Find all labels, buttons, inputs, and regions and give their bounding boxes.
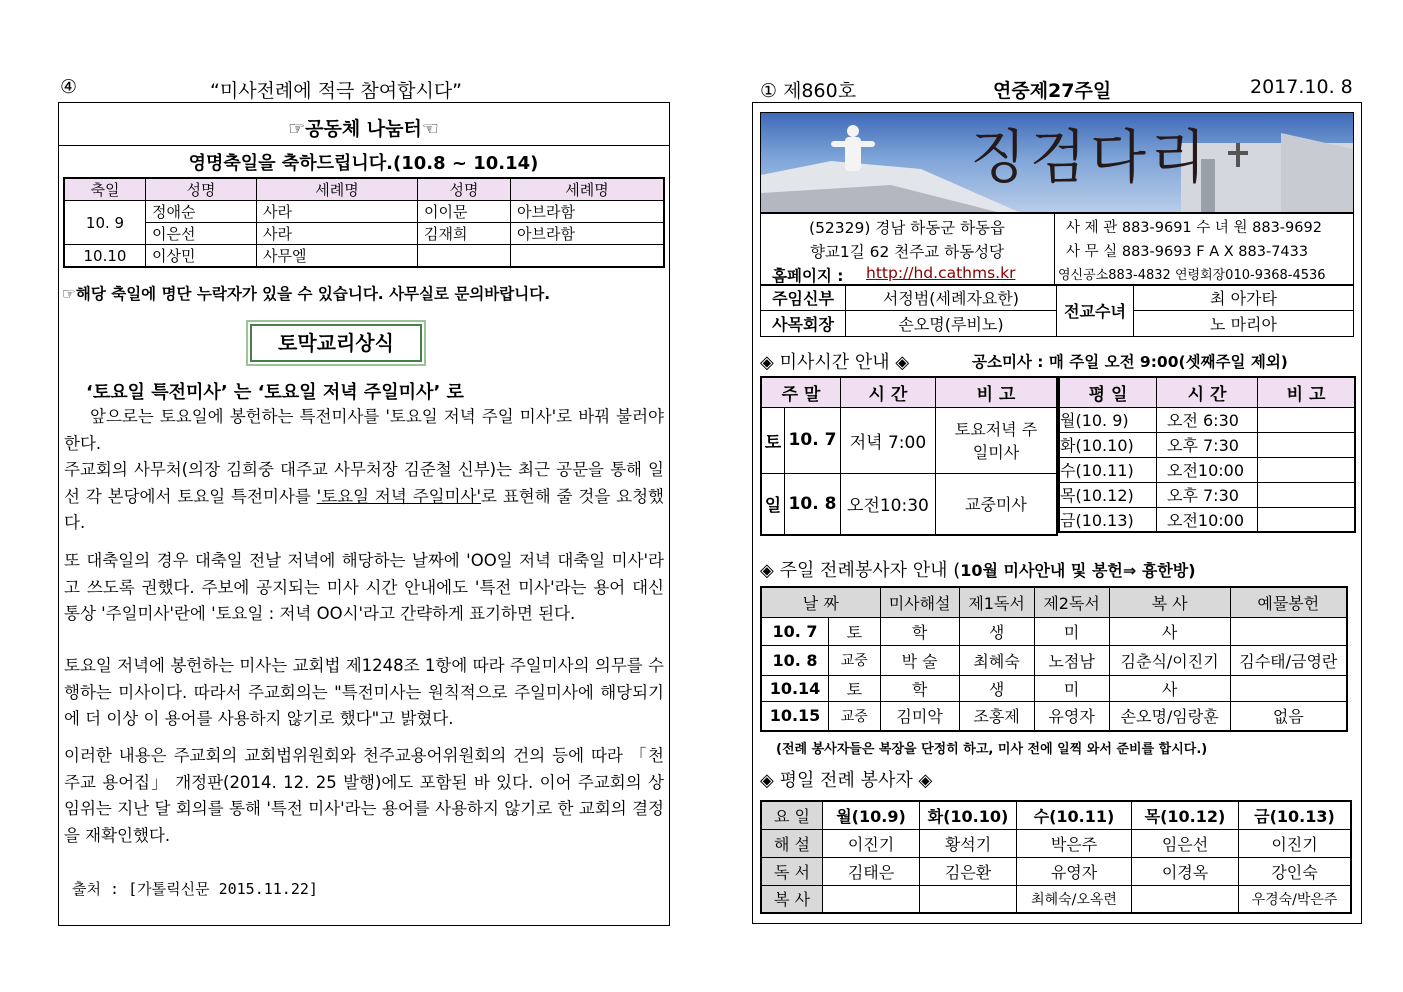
address-line-2: 향교1길 62 천주교 하동성당 (809, 243, 1005, 261)
paragraph-2 (64, 457, 664, 537)
nun-label: 전교수녀 (1057, 285, 1134, 337)
table-row (1059, 407, 1355, 432)
server-offering (1230, 617, 1347, 645)
server-altar: 사 (1109, 675, 1230, 701)
mass-time: 오전10:30 (840, 473, 935, 535)
table-row (761, 473, 1057, 535)
liturgical-week: 연중제27주일 (993, 80, 1112, 102)
feast-header: 성명 (146, 178, 257, 201)
table-row (761, 885, 1351, 913)
server-reader-2: 노점남 (1034, 645, 1109, 675)
baptismal-cell: 아브라함 (511, 223, 665, 245)
mass-note: 교중미사 (935, 473, 1057, 535)
community-title: ☞공동체 나눔터☜ (288, 118, 439, 140)
feast-header: 축일 (64, 178, 146, 201)
wd-cell (920, 885, 1017, 913)
servers-title (760, 556, 1196, 582)
table-row (1059, 432, 1355, 457)
servers-header: 복 사 (1109, 587, 1230, 617)
table-row (1059, 457, 1355, 482)
server-offering: 없음 (1230, 701, 1347, 731)
wd-cell: 김은환 (920, 857, 1017, 885)
homepage-link[interactable]: http://hd.cathms.kr (866, 264, 1016, 282)
server-date: 10.15 (761, 701, 829, 731)
name-cell: 이은선 (146, 223, 257, 245)
server-reader-2: 미 (1034, 675, 1109, 701)
mass-date: 10. 8 (785, 473, 841, 535)
name-cell: 이상민 (146, 245, 257, 268)
divider (58, 145, 669, 146)
wd-cell (823, 885, 920, 913)
weekday-servers-table (760, 800, 1352, 914)
feast-date: 10. 9 (64, 201, 146, 245)
server-commentator: 학 (880, 675, 959, 701)
weekday-day: 수(10.11) (1059, 457, 1157, 482)
issue-number: ① 제860호 (760, 80, 857, 102)
servers-header: 제1독서 (959, 587, 1034, 617)
table-row (761, 701, 1347, 731)
baptismal-cell: 사라 (257, 201, 418, 223)
wd-cell: 이경옥 (1132, 857, 1239, 885)
mass-day: 일 (761, 473, 785, 535)
server-reader-2: 미 (1034, 617, 1109, 645)
feast-title: 영명축일을 축하드립니다.(10.8 ~ 10.14) (188, 153, 539, 174)
mass-date: 10. 7 (785, 407, 841, 473)
server-commentator: 박 술 (880, 645, 959, 675)
wd-cell: 이진기 (1239, 829, 1352, 857)
weekday-note (1258, 457, 1356, 482)
server-commentator: 김미악 (880, 701, 959, 731)
wd-header: 요 일 (761, 801, 823, 829)
server-reader-1: 생 (959, 617, 1034, 645)
wd-header: 화(10.10) (920, 801, 1017, 829)
wd-role: 복 사 (761, 885, 823, 913)
sunday-servers-table (760, 586, 1348, 732)
wd-role: 독 서 (761, 857, 823, 885)
server-mass-type: 교중 (829, 701, 881, 731)
weekday-header: 평 일 (1059, 377, 1157, 407)
wd-cell: 임은선 (1132, 829, 1239, 857)
table-row (761, 829, 1351, 857)
mass-time: 저녁 7:00 (840, 407, 935, 473)
weekday-time: 오전 6:30 (1157, 407, 1258, 432)
weekday-note (1258, 482, 1356, 507)
server-date: 10. 8 (761, 645, 829, 675)
wd-header: 수(10.11) (1017, 801, 1132, 829)
issue-date: 2017.10. 8 (1250, 76, 1353, 98)
homepage-label: 홈페이지 : (772, 267, 844, 285)
source-note: 출처 : [가톨릭신문 2015.11.22] (72, 880, 318, 898)
mass-time-title: ◈ 미사시간 안내 ◈ (760, 352, 910, 373)
server-mass-type: 토 (829, 675, 881, 701)
servers-header: 미사해설 (880, 587, 959, 617)
wd-cell: 김태은 (823, 857, 920, 885)
table-row (64, 245, 664, 268)
server-reader-1: 조홍제 (959, 701, 1034, 731)
weekday-servers-title: ◈ 평일 전례 봉사자 ◈ (760, 770, 933, 791)
servers-header: 예물봉헌 (1230, 587, 1347, 617)
wd-cell: 강인숙 (1239, 857, 1352, 885)
server-mass-type: 교중 (829, 645, 881, 675)
server-reader-2: 유영자 (1034, 701, 1109, 731)
wd-cell: 우경숙/박은주 (1239, 885, 1352, 913)
mass-note: 토요저녁 주일미사 (935, 407, 1057, 473)
baptismal-cell: 아브라함 (511, 201, 665, 223)
server-date: 10.14 (761, 675, 829, 701)
server-altar: 김춘식/이진기 (1109, 645, 1230, 675)
weekday-note (1258, 432, 1356, 457)
wd-header: 금(10.13) (1239, 801, 1352, 829)
server-reader-1: 생 (959, 675, 1034, 701)
table-row (761, 407, 1057, 473)
wd-header: 월(10.9) (823, 801, 920, 829)
servers-title-sub: 10월 미사안내 및 봉헌⇒ 흉한방) (960, 561, 1196, 580)
divider (1054, 212, 1055, 284)
table-row (761, 617, 1347, 645)
contact-line-1: 사 제 관 883-9691 수 녀 원 883-9692 (1066, 220, 1322, 236)
feast-note: ☞해당 축일에 명단 누락자가 있을 수 있습니다. 사무실로 문의바랍니다. (62, 285, 551, 303)
server-altar: 사 (1109, 617, 1230, 645)
server-altar: 손오명/임랑훈 (1109, 701, 1230, 731)
weekday-day: 화(10.10) (1059, 432, 1157, 457)
baptismal-cell: 사무엘 (257, 245, 418, 268)
weekend-header: 주 말 (761, 377, 840, 407)
contact-line-2: 사 무 실 883-9693 F A X 883-7433 (1066, 244, 1309, 260)
feast-date: 10.10 (64, 245, 146, 268)
weekend-header: 시 간 (840, 377, 935, 407)
nun-name: 최 아가타 (1134, 285, 1354, 311)
page-number-left: ④ (60, 76, 78, 98)
name-cell (418, 245, 511, 268)
feast-table (63, 177, 665, 268)
contact-line-3: 영신공소883-4832 연령회장010-9368-4536 (1058, 268, 1326, 283)
council-label: 사목회장 (761, 311, 846, 337)
weekday-mass-table (1058, 376, 1356, 533)
weekend-header: 비 고 (935, 377, 1057, 407)
servers-title-main: ◈ 주일 전례봉사자 안내 ( (760, 560, 961, 581)
banner-title: 징검다리 (970, 123, 1211, 191)
name-cell: 정애순 (146, 201, 257, 223)
pastor-name: 서정범(세례자요한) (846, 285, 1057, 311)
weekday-note (1258, 507, 1356, 532)
feast-header: 세례명 (511, 178, 665, 201)
server-offering (1230, 675, 1347, 701)
paragraph-1: 앞으로는 토요일에 봉헌하는 특전미사를 '토요일 저녁 주일 미사'로 바꿔 불러야 한다. (64, 407, 664, 453)
table-row (761, 645, 1347, 675)
weekday-day: 월(10. 9) (1059, 407, 1157, 432)
staff-table (760, 284, 1354, 337)
table-row (64, 201, 664, 223)
motto: “미사전례에 적극 참여합시다” (210, 80, 463, 102)
pastor-label: 주임신부 (761, 285, 846, 311)
server-reader-1: 최혜숙 (959, 645, 1034, 675)
paragraph-3: 또 대축일의 경우 대축일 전날 저녁에 해당하는 날짜에 'OO일 저녁 대축일 미사'라고 쓰도록 권했다. 주보에 공지되는 미사 시간 안내에도 '특전 미사'라는 용어 대신 통상 '주일미사'란에 '토요일 : 저녁 OO시'라고 간략하게 표기하면 된다. (64, 551, 664, 623)
paragraph-4: 토요일 저녁에 봉헌하는 미사는 교회법 제1248조 1항에 따라 주일미사의 의무를 수행하는 미사이다. 따라서 주교회의는 "특전미사는 원칙적으로 주일미사에 해당되기에 더 이상 이 용어를 사용하지 않기로 했다"고 밝혔다. (64, 656, 664, 728)
table-row (1059, 482, 1355, 507)
server-mass-type: 토 (829, 617, 881, 645)
p2-underline: '토요일 저녁 주일미사' (316, 486, 481, 506)
table-row (1059, 507, 1355, 532)
wd-role: 해 설 (761, 829, 823, 857)
mass-day: 토 (761, 407, 785, 473)
wd-cell: 이진기 (823, 829, 920, 857)
feast-header: 성명 (418, 178, 511, 201)
p2-text: 주교회의 사무처(의장 김희중 대주교 사무처장 김준철 신부)는 최근 공문을 통해 일선 각 본당에서 토요일 특전미사를 (64, 460, 664, 506)
table-row (761, 675, 1347, 701)
server-commentator: 학 (880, 617, 959, 645)
baptismal-cell (511, 245, 665, 268)
table-row (761, 857, 1351, 885)
weekday-time: 오후 7:30 (1157, 432, 1258, 457)
server-offering: 김수태/금영란 (1230, 645, 1347, 675)
table-row (64, 223, 664, 245)
weekday-time: 오전10:00 (1157, 457, 1258, 482)
name-cell: 이이문 (418, 201, 511, 223)
weekday-day: 목(10.12) (1059, 482, 1157, 507)
p2-text-end: 로 표현해 줄 것을 요청했다. (64, 486, 665, 532)
servers-header: 제2독서 (1034, 587, 1109, 617)
servers-note: (전례 봉사자들은 복장을 단정히 하고, 미사 전에 일찍 와서 준비를 합시다.) (776, 742, 1208, 757)
article-title: ‘토요일 특전미사’ 는 ‘토요일 저녁 주일미사’ 로 (86, 382, 464, 403)
trivia-title: 토막교리상식 (250, 324, 422, 362)
mission-mass-note: 공소미사 : 매 주일 오전 9:00(셋째주일 제외) (972, 353, 1288, 371)
weekday-header: 비 고 (1258, 377, 1356, 407)
weekend-mass-table (760, 376, 1058, 536)
weekday-note (1258, 407, 1356, 432)
nun-name: 노 마리아 (1134, 311, 1354, 337)
wd-cell (1132, 885, 1239, 913)
wd-cell: 최혜숙/오옥련 (1017, 885, 1132, 913)
weekday-header: 시 간 (1157, 377, 1258, 407)
weekday-time: 오전10:00 (1157, 507, 1258, 532)
address-line-1: (52329) 경남 하동군 하동읍 (809, 219, 1005, 237)
paragraph-5: 이러한 내용은 주교회의 교회법위원회와 천주교용어위원회의 건의 등에 따라 「천주교 용어집」 개정판(2014. 12. 25 발행)에도 포함된 바 있다. 이어 주교회의 상임위는 지난 달 회의를 통해 '특전 미사'라는 용어를 사용하지 않기로 한 교회의 결정을 재확인했다. (64, 746, 664, 845)
weekday-day: 금(10.13) (1059, 507, 1157, 532)
weekday-time: 오후 7:30 (1157, 482, 1258, 507)
council-name: 손오명(루비노) (846, 311, 1057, 337)
wd-cell: 박은주 (1017, 829, 1132, 857)
wd-cell: 황석기 (920, 829, 1017, 857)
baptismal-cell: 사라 (257, 223, 418, 245)
wd-header: 목(10.12) (1132, 801, 1239, 829)
servers-header: 날 짜 (761, 587, 880, 617)
feast-header: 세례명 (257, 178, 418, 201)
name-cell: 김재희 (418, 223, 511, 245)
wd-cell: 유영자 (1017, 857, 1132, 885)
server-date: 10. 7 (761, 617, 829, 645)
